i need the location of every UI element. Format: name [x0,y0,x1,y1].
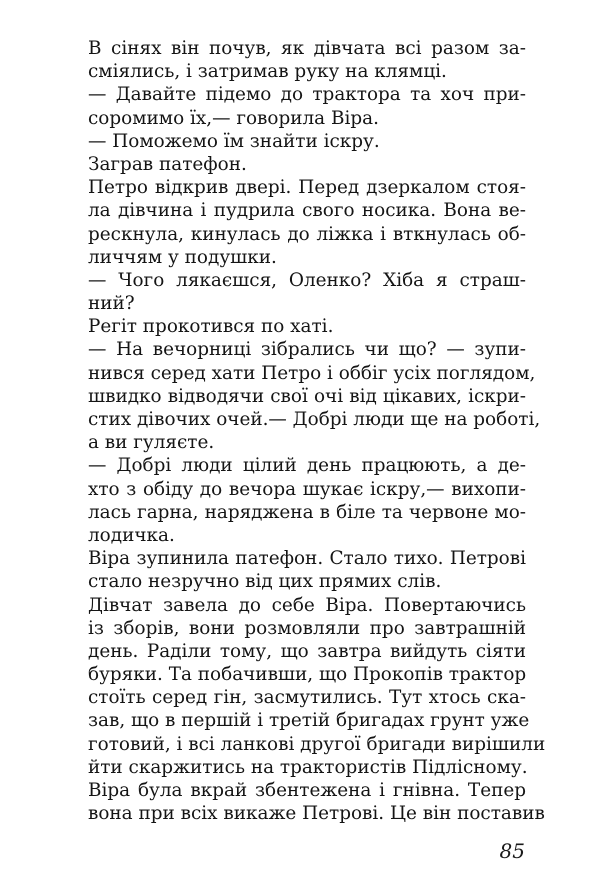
text-line: готовий, і всі ланкові другої бригади вирішили [88,733,546,755]
text-line: Петро відкрив двері. Перед дзеркалом стоя- [88,177,526,199]
text-line: лодичка. [88,524,175,546]
text-line: стоїть серед гін, засмутились. Тут хтось ска- [88,687,526,709]
text-line: буряки. Та побачивши, що Прокопів трактор [88,664,527,686]
text-line: — Поможемо їм знайти іскру. [88,130,380,152]
text-line: — Давайте підемо до трактора та хоч при- [88,84,526,106]
text-line: нився серед хати Петро і оббіг усіх поглядом, [88,362,536,384]
text-line: Віра зупинила патефон. Стало тихо. Петрові [88,548,526,570]
text-line: рескнула, кинулась до ліжка і вткнулась об- [88,223,526,245]
text-line: йти скаржитись на трактористів Підлісному. [88,756,528,778]
text-line: — Добрі люди цілий день працюють, а де- [88,455,526,477]
text-line: вона при всіх викаже Петрові. Це він поставив [88,803,545,825]
text-line: ла дівчина і пудрила свого носика. Вона ве- [88,200,526,222]
text-line: — Чого лякаєшся, Оленко? Хіба я страш- [88,269,526,291]
text-line: — На вечорниці зібрались чи що? — зупи- [88,339,526,361]
text-line: В сінях він почув, як дівчата всі разом за- [88,38,526,59]
text-line: зав, що в першій і третій бригадах грунт уже [88,710,530,732]
text-line: хто з обіду до вечора шукає іскру,— вихопи- [88,478,526,500]
text-line: Регіт прокотився по хаті. [88,316,334,338]
text-line: Заграв патефон. [88,153,247,175]
page-number: 85 [499,839,525,863]
text-line: Дівчат завела до себе Віра. Повертаючись [88,594,526,616]
text-line: личчям у подушки. [88,246,277,268]
text-line: Віра була вкрай збентежена і гнівна. Тепер [88,780,526,801]
text-line: із зборів, вони розмовляли про завтрашній [88,617,526,639]
text-line: лась гарна, наряджена в біле та червоне мо- [88,501,526,523]
text-line: а ви гуляєте. [88,432,215,454]
text-line: стих дівочих очей.— Добрі люди ще на роботі, [88,409,541,430]
text-line: сміялись, і затримав руку на клямці. [88,61,447,83]
text-line: ний? [88,293,135,315]
body-text [88,37,546,825]
text-line: стало незручно від цих прямих слів. [88,571,442,593]
text-line: день. Раділи тому, що завтра вийдуть сіяти [88,640,526,662]
text-line: швидко відводячи свої очі від цікавих, іскри- [88,385,526,407]
text-line: соромимо їх,— говорила Віра. [88,107,379,129]
